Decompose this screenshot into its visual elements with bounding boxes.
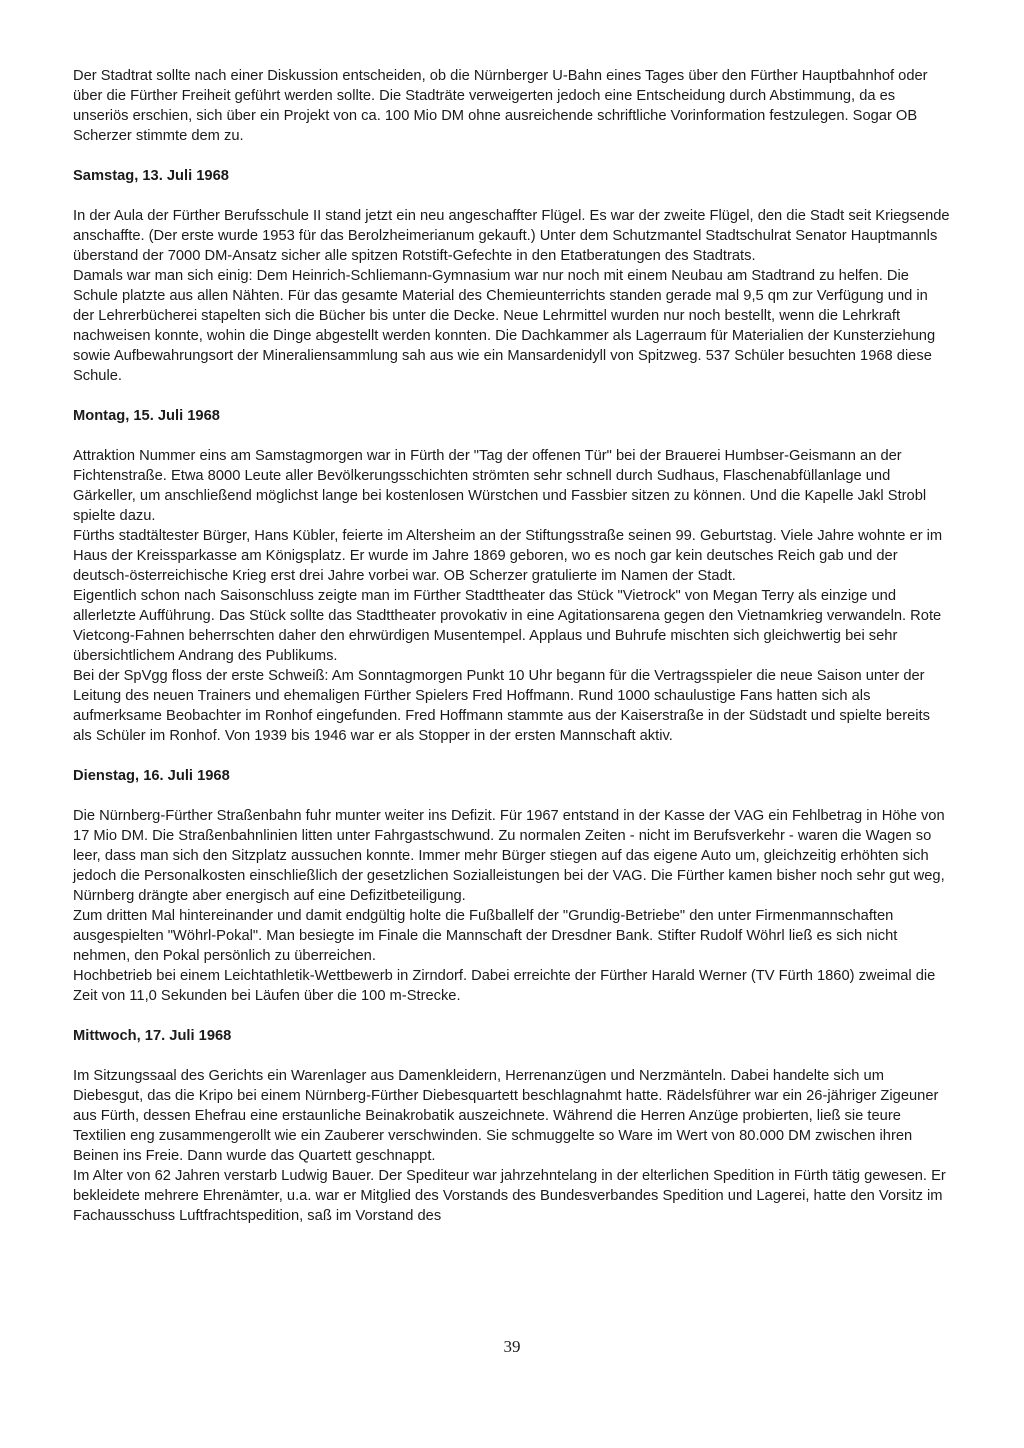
paragraph: Zum dritten Mal hintereinander und damit endgültig holte die Fußballelf der "Grundig-Betriebe" den unter Firmenmannschaften ausgespielten "Wöhrl-Pokal". Man besiegte im Finale die Mannschaft der Dresdner Bank. Stifter Rudolf Wöhrl ließ es sich nicht nehmen, den Pokal persönlich zu überreichen.	[73, 908, 898, 964]
paragraph: Im Sitzungssaal des Gerichts ein Warenlager aus Damenkleidern, Herrenanzügen und Nerzmänteln. Dabei handelte sich um Diebesgut, das die Kripo bei einem Nürnberg-Fürther Diebesquartett beschlagnahmt hatte. Rädelsführer war ein 26-jähriger Zigeuner aus Fürth, dessen Ehefrau eine erstaunliche Beinakrobatik auszeichnete. Während die Herren Anzüge probierten, ließ sie teure Textilien eng zusammengerollt wie ein Zauberer verschwinden. Sie schmuggelte so Ware im Wert von 80.000 DM zwischen ihren Beinen ins Freie. Dann wurde das Quartett geschnappt.	[73, 1068, 939, 1164]
section-body	[73, 446, 952, 746]
paragraph: Bei der SpVgg floss der erste Schweiß: Am Sonntagmorgen Punkt 10 Uhr begann für die Vertragsspieler die neue Saison unter der Leitung des neuen Trainers und ehemaligen Fürther Spielers Fred Hoffmann. Rund 1000 schaulustige Fans hatten sich als aufmerksame Beobachter im Ronhof eingefunden. Fred Hoffmann stammte aus der Kaiserstraße in der Südstadt und spielte bereits als Schüler im Ronhof. Von 1939 bis 1946 war er als Stopper in der ersten Mannschaft aktiv.	[73, 668, 930, 744]
paragraph: Damals war man sich einig: Dem Heinrich-Schliemann-Gymnasium war nur noch mit einem Neubau am Stadtrand zu helfen. Die Schule platzte aus allen Nähten. Für das gesamte Material des Chemieunterrichts standen gerade mal 9,5 qm zur Verfügung und in der Lehrerbücherei stapelten sich die Bücher bis unter die Decke. Neue Lehrmittel wurden nur noch bestellt, wenn die Lehrkraft nachweisen konnte, wohin die Dinge abgestellt werden konnten. Die Dachkammer als Lagerraum für Materialien der Kunsterziehung sowie Aufbewahrungsort der Mineraliensammlung sah aus wie ein Mansardenidyll von Spitzweg. 537 Schüler besuchten 1968 diese Schule.	[73, 268, 936, 384]
section-mittwoch	[73, 1026, 952, 1226]
section-samstag	[73, 166, 952, 386]
paragraph: Attraktion Nummer eins am Samstagmorgen war in Fürth der "Tag der offenen Tür" bei der Brauerei Humbser-Geismann an der Fichtenstraße. Etwa 8000 Leute aller Bevölkerungsschichten strömten sehr schnell durch Sudhaus, Flaschenabfüllanlage und Gärkeller, um anschließend möglichst lange bei kostenlosen Würstchen und Fassbier sitzen zu können. Und die Kapelle Jakl Strobl spielte dazu.	[73, 448, 927, 524]
section-heading: Montag, 15. Juli 1968	[73, 408, 220, 424]
paragraph: Eigentlich schon nach Saisonschluss zeigte man im Fürther Stadttheater das Stück "Vietrock" von Megan Terry als einzige und allerletzte Aufführung. Das Stück sollte das Stadttheater provokativ in eine Agitationsarena gegen den Vietnamkrieg verwandeln. Rote Vietcong-Fahnen beherrschten daher den ehrwürdigen Musentempel. Applaus und Buhrufe mischten sich gleichwertig bei sehr übersichtlichem Andrang des Publikums.	[73, 588, 942, 664]
intro-paragraph: Der Stadtrat sollte nach einer Diskussion entscheiden, ob die Nürnberger U-Bahn eines Tages über den Fürther Hauptbahnhof oder über die Fürther Freiheit geführt werden sollte. Die Stadträte verweigerten jedoch eine Entscheidung durch Abstimmung, da es unseriös erschien, sich über ein Projekt von ca. 100 Mio DM ohne ausreichende schriftliche Vorinformation festzulegen. Sogar OB Scherzer stimmte dem zu.	[73, 68, 928, 144]
section-heading: Dienstag, 16. Juli 1968	[73, 768, 230, 784]
section-montag	[73, 406, 952, 746]
paragraph: Im Alter von 62 Jahren verstarb Ludwig Bauer. Der Spediteur war jahrzehntelang in der elterlichen Spedition in Fürth tätig gewesen. Er bekleidete mehrere Ehrenämter, u.a. war er Mitglied des Vorstands des Bundesverbandes Spedition und Lagerei, hatte den Vorsitz im Fachausschuss Luftfrachtspedition, saß im Vorstand des	[73, 1168, 946, 1224]
paragraph: Fürths stadtältester Bürger, Hans Kübler, feierte im Altersheim an der Stiftungsstraße seinen 99. Geburtstag. Viele Jahre wohnte er im Haus der Kreissparkasse am Königsplatz. Er wurde im Jahre 1869 geboren, wo es noch gar kein deutsches Reich gab und der deutsch-österreichische Krieg erst drei Jahre vorbei war. OB Scherzer gratulierte im Namen der Stadt.	[73, 528, 943, 584]
paragraph: Die Nürnberg-Fürther Straßenbahn fuhr munter weiter ins Defizit. Für 1967 entstand in der Kasse der VAG ein Fehlbetrag in Höhe von 17 Mio DM. Die Straßenbahnlinien litten unter Fahrgastschwund. Zu normalen Zeiten - nicht im Berufsverkehr - waren die Wagen so leer, dass man sich den Sitzplatz aussuchen konnte. Immer mehr Bürger stiegen auf das eigene Auto um, gleichzeitig erhöhten sich jedoch die Personalkosten einschließlich der gesetzlichen Sozialleistungen bei der VAG. Die Fürther kamen bisher noch sehr gut weg, Nürnberg drängte aber energisch auf eine Defizitbeteiligung.	[73, 808, 945, 904]
section-body	[73, 806, 952, 1006]
page-number: 39	[503, 1337, 521, 1356]
section-body	[73, 1066, 952, 1226]
paragraph: Hochbetrieb bei einem Leichtathletik-Wettbewerb in Zirndorf. Dabei erreichte der Fürther Harald Werner (TV Fürth 1860) zweimal die Zeit von 11,0 Sekunden bei Läufen über die 100 m-Strecke.	[73, 968, 936, 1004]
paragraph: In der Aula der Fürther Berufsschule II stand jetzt ein neu angeschaffter Flügel. Es war der zweite Flügel, den die Stadt seit Kriegsende anschaffte. (Der erste wurde 1953 für das Berolzheimerianum gekauft.) Unter dem Schutzmantel Stadtschulrat Senator Hauptmannls überstand der 7000 DM-Ansatz sicher alle spitzen Rotstift-Gefechte in den Etatberatungen des Stadtrats.	[73, 208, 950, 264]
section-heading: Mittwoch, 17. Juli 1968	[73, 1028, 232, 1044]
section-heading: Samstag, 13. Juli 1968	[73, 168, 229, 184]
section-dienstag	[73, 766, 952, 1006]
section-body	[73, 206, 952, 386]
